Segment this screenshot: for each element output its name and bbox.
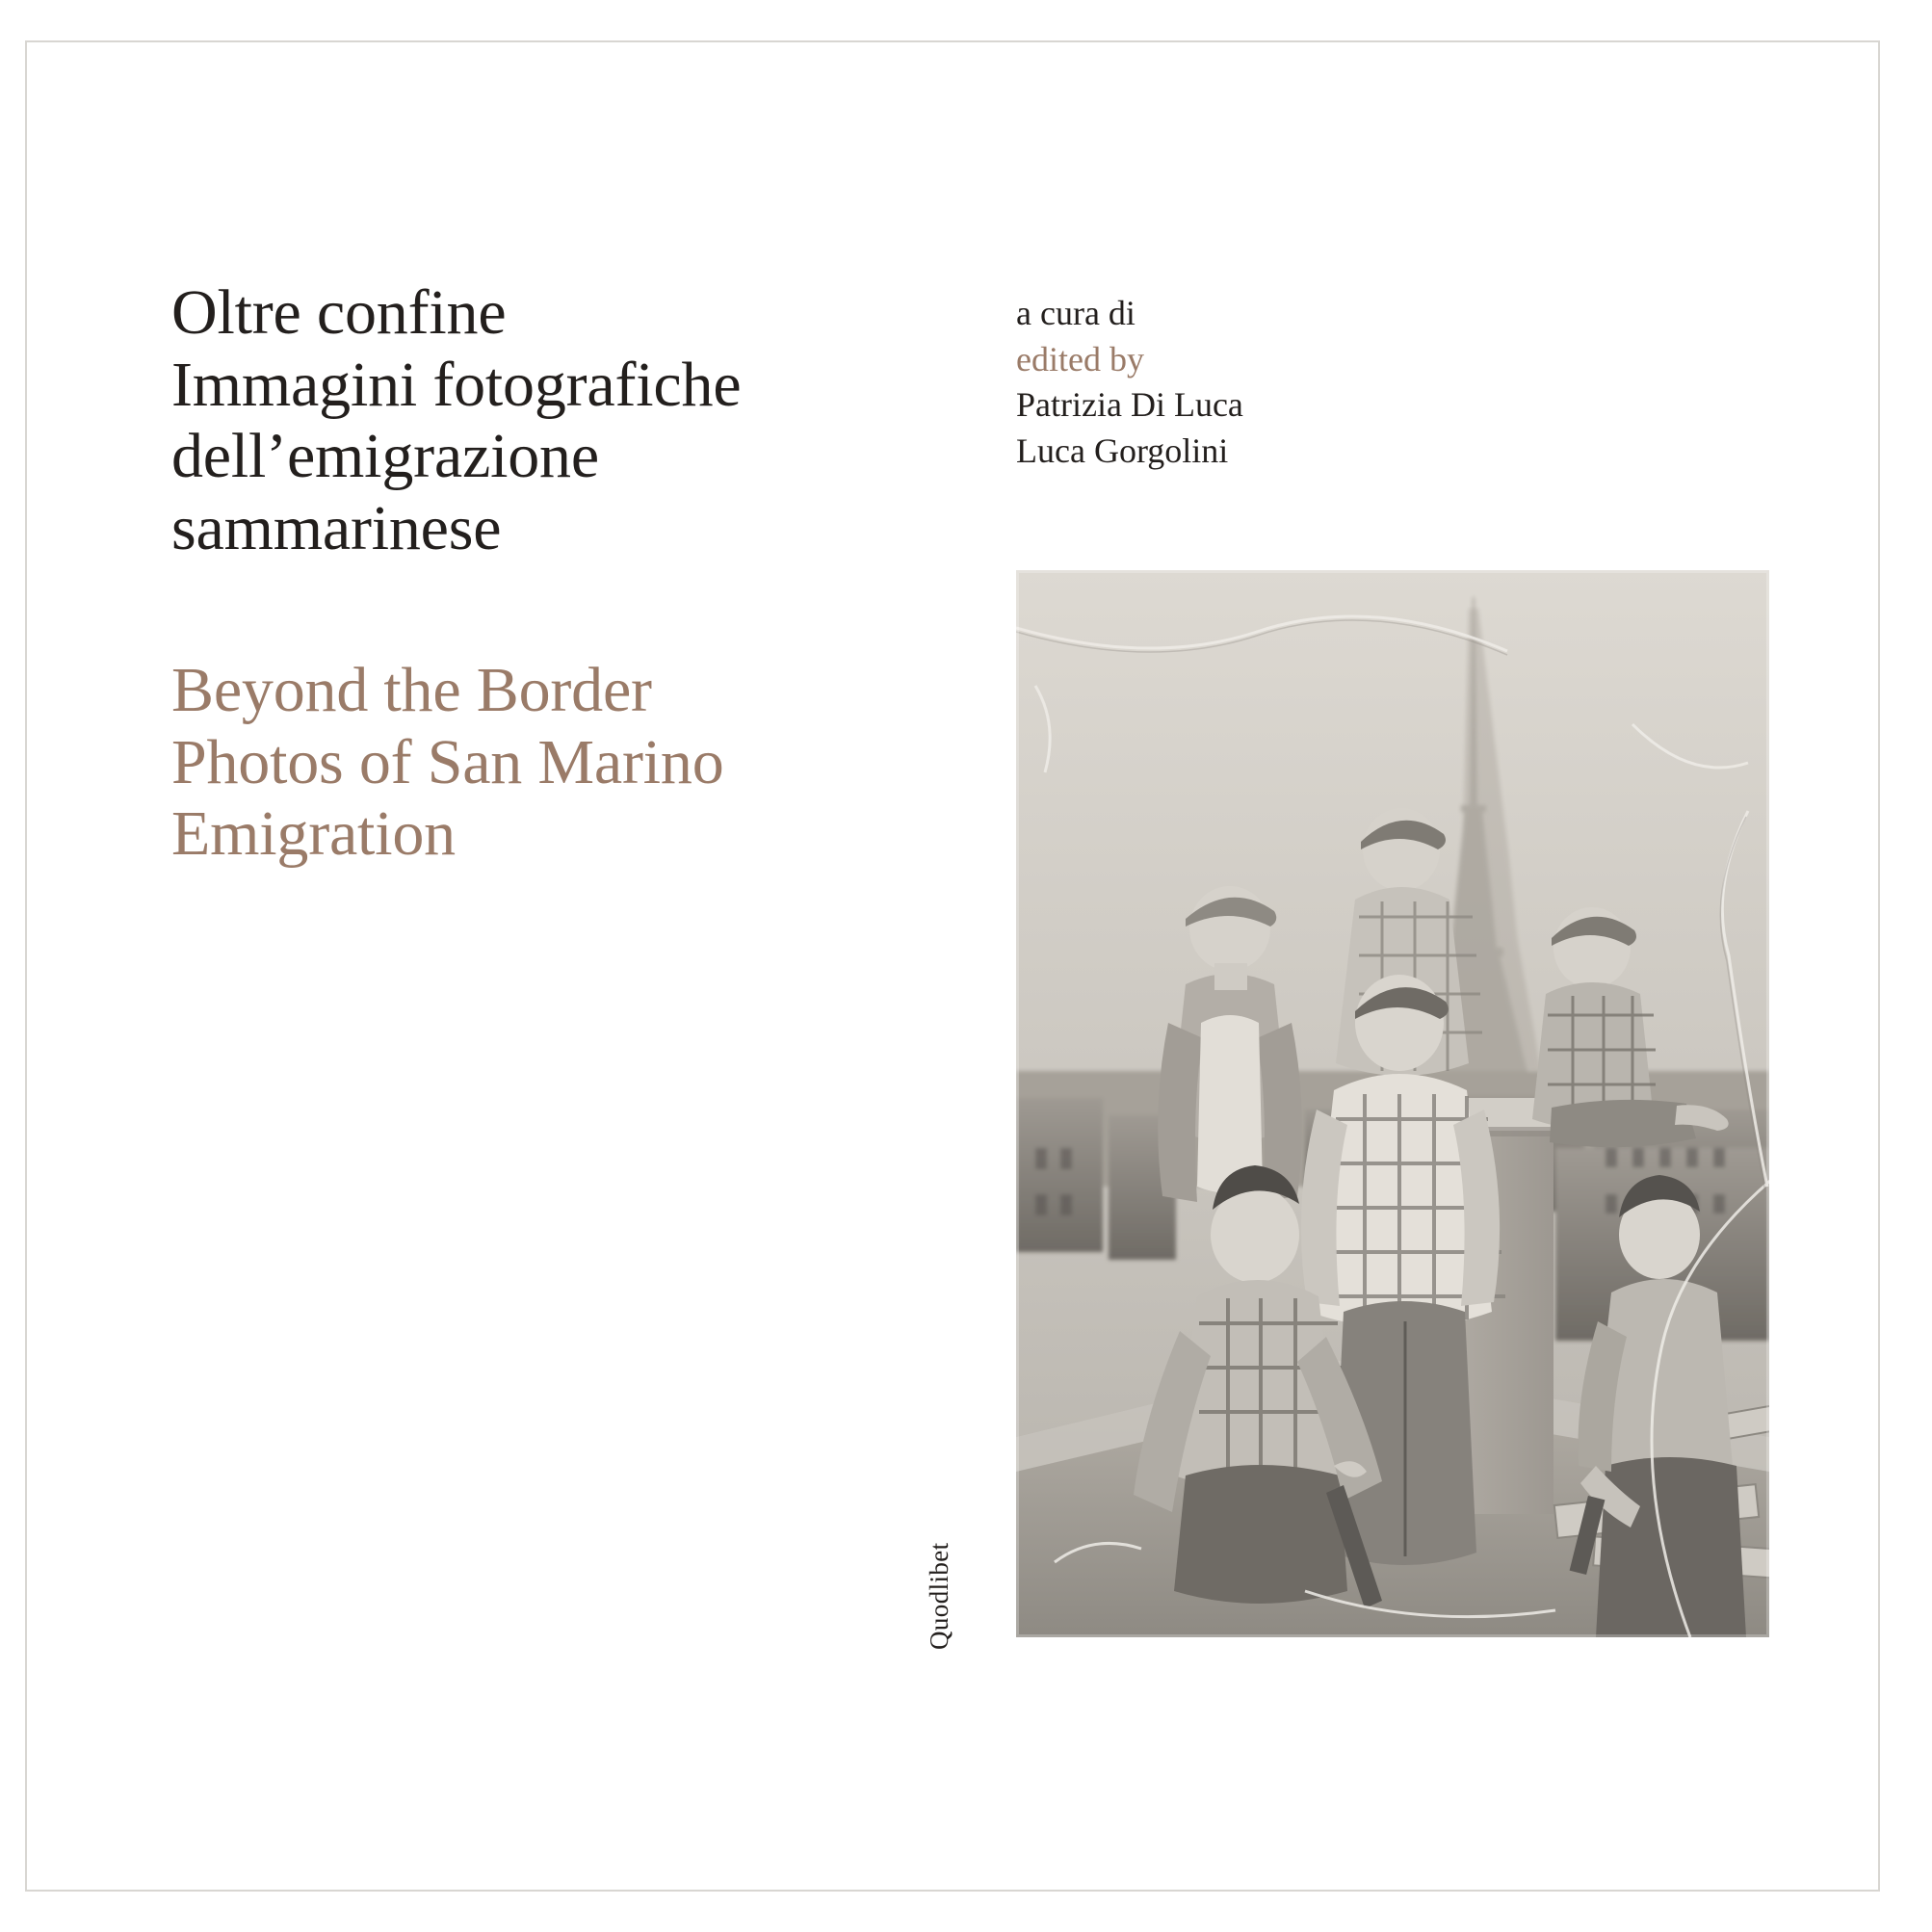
english-title-line-1: Beyond the Border	[171, 655, 652, 726]
editors-label-en: edited by	[1016, 339, 1144, 379]
title-block	[171, 277, 923, 871]
editor-name-1: Patrizia Di Luca	[1016, 385, 1243, 425]
editors-block	[1016, 291, 1517, 474]
english-title-line-3: Emigration	[171, 798, 456, 870]
italian-title	[171, 277, 923, 564]
italian-title-line-1: Oltre confine	[171, 277, 507, 348]
english-title-line-2: Photos of San Marino	[171, 726, 724, 797]
italian-title-line-2: Immagini fotografiche	[171, 349, 742, 420]
italian-title-line-4: sammarinese	[171, 492, 502, 563]
italian-title-line-3: dell’emigrazione	[171, 421, 599, 492]
editors-label-it: a cura di	[1016, 294, 1136, 332]
publisher-name: Quodlibet	[925, 1542, 953, 1650]
publisher-imprint	[896, 1488, 953, 1652]
english-title	[171, 564, 923, 871]
editor-name-2: Luca Gorgolini	[1016, 431, 1229, 470]
cover-photograph	[1016, 570, 1769, 1637]
